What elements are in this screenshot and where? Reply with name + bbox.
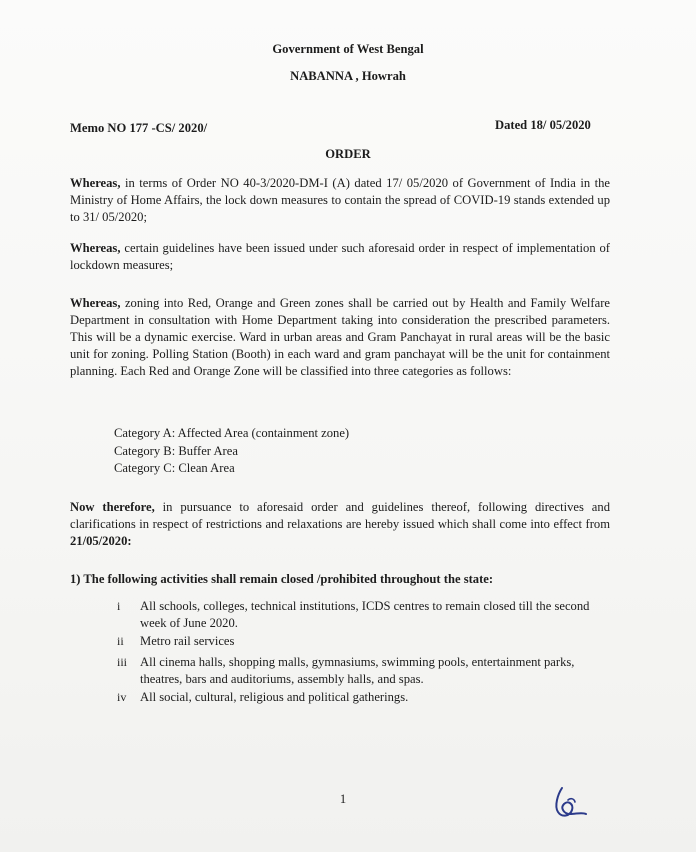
paragraph-lead: Whereas, [70,176,121,190]
memo-date: Dated 18/ 05/2020 [495,118,591,132]
paragraph-text: in pursuance to aforesaid order and guidelines thereof, following directives and clarifications in respect of restrictions and relaxations are hereby issued which shall come into effect from [70,500,610,531]
section-1-heading: 1) The following activities shall remain closed /prohibited throughout the state: [70,572,494,586]
paragraph-whereas-1 [70,175,610,226]
paragraph-whereas-3 [70,295,610,380]
paragraph-lead: Now therefore, [70,500,155,514]
paragraph-whereas-2 [70,240,610,274]
paragraph-lead: Whereas, [70,296,121,310]
list-item-number: iv [117,690,127,704]
paragraph-text: zoning into Red, Orange and Green zones shall be carried out by Health and Family Welfare Department in consultation with Home Department taking into consideration the prescribed parameters. This will be a dynamic exercise. Ward in urban areas and Gram Panchayat in rural areas will be the basic unit for zoning. Polling Station (Booth) in each ward and gram panchayat will be the unit for containment planning. Each Red and Orange Zone will be classified into three categories as follows: [70,296,610,378]
list-item: All cinema halls, shopping malls, gymnasiums, swimming pools, entertainment parks, theatres, bars and auditoriums, assembly halls, and spas. [140,655,575,686]
category-c: Category C: Clean Area [114,461,235,475]
effective-date: 21/05/2020: [70,534,132,548]
list-item-number: i [117,599,121,613]
paragraph-now-therefore [70,499,610,550]
government-heading: Government of West Bengal [272,42,424,56]
order-title: ORDER [325,147,371,161]
paragraph-lead: Whereas, [70,241,121,255]
signature-initial [548,780,592,824]
page-number: 1 [339,792,347,806]
list-item: Metro rail services [140,634,235,648]
list-item-number: ii [117,634,124,648]
paragraph-text: certain guidelines have been issued under such aforesaid order in respect of implementation of lockdown measures; [70,241,610,272]
memo-number: Memo NO 177 -CS/ 2020/ [70,121,208,135]
list-item: All social, cultural, religious and political gatherings. [140,690,409,704]
category-b: Category B: Buffer Area [114,444,238,458]
category-a: Category A: Affected Area (containment zone) [114,426,350,440]
paragraph-text: in terms of Order NO 40-3/2020-DM-I (A) dated 17/ 05/2020 of Government of India in the Ministry of Home Affairs, the lock down measures to contain the spread of COVID-19 stands extended up to 31/ 05/2020; [70,176,610,224]
location-heading: NABANNA , Howrah [290,69,406,83]
list-item-number: iii [117,655,128,669]
list-item: All schools, colleges, technical institutions, ICDS centres to remain closed till the second week of June 2020. [140,599,590,630]
